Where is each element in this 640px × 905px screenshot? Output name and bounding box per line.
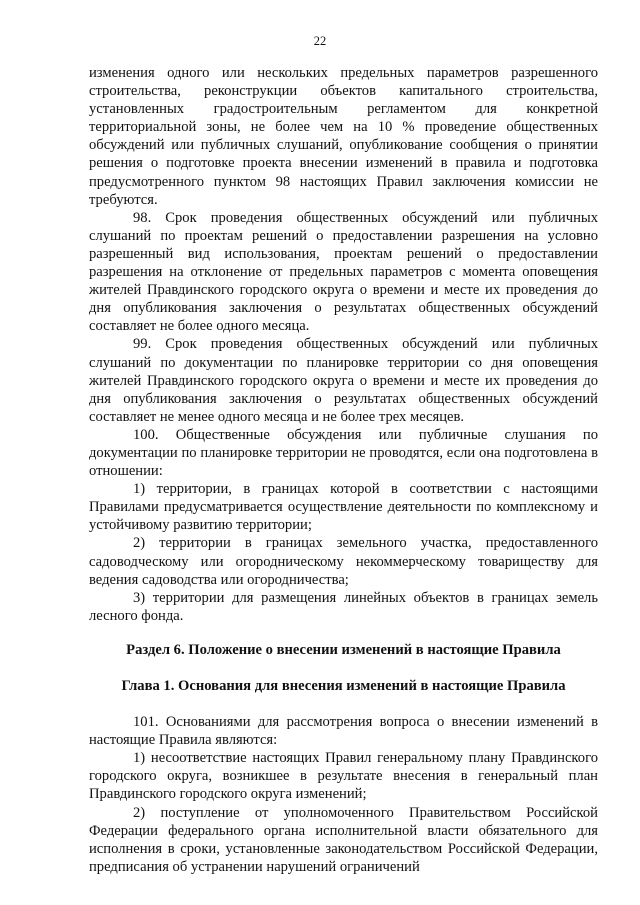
- section-heading: Раздел 6. Положение о внесении изменений в настоящие Правила: [126, 641, 561, 658]
- paragraph-100-item-3: 3) территории для размещения линейных объектов в границах земель лесного фонда.: [89, 589, 598, 624]
- paragraph-101: 101. Основаниями для рассмотрения вопроса о внесении изменений в настоящие Правила являются:: [89, 714, 598, 749]
- paragraph-101-item-2: 2) поступление от уполномоченного Правительством Российской Федерации федерального органа исполнительной власти обязательного для исполнения в сроки, установленные законодательством Российской Федерации, предписания об устранении нарушений ограничений: [89, 804, 598, 875]
- paragraph-100-item-1: 1) территории, в границах которой в соответствии с настоящими Правилами предусматривается осуществление деятельности по комплексному и устойчивому развитию территории;: [89, 481, 598, 534]
- paragraph-100: 100. Общественные обсуждения или публичные слушания по документации по планировке территории не проводятся, если она подготовлена в отношении:: [89, 426, 598, 480]
- paragraph-101-item-1: 1) несоответствие настоящих Правил генеральному плану Правдинского городского округа, возникшее в результате внесения в генеральный план Правдинского городского округа изменений;: [89, 750, 598, 803]
- chapter-heading: Глава 1. Основания для внесения изменений в настоящие Правила: [121, 678, 566, 694]
- document-body: [89, 64, 598, 876]
- paragraph-99: 99. Срок проведения общественных обсуждений или публичных слушаний по документации по планировке территории со дня оповещения жителей Правдинского городского округа о времени и месте их проведения до дня опубликования заключения о результатах общественных обсуждений составляет не менее одного месяца и не более трех месяцев.: [89, 336, 598, 425]
- paragraph-100-item-2: 2) территории в границах земельного участка, предоставленного садоводческому или огородническому некоммерческому товариществу для ведения садоводства или огородничества;: [89, 535, 598, 588]
- page-number: 22: [313, 34, 327, 48]
- paragraph-98: 98. Срок проведения общественных обсуждений или публичных слушаний по проектам решений о предоставлении разрешения на условно разрешенный вид использования, проектам решений о предоставлении разрешения на отклонение от предельных параметров с момента оповещения жителей Правдинского городского округа о времени и месте их проведения до дня опубликования заключения о результатах общественных обсуждений составляет не более одного месяца.: [89, 209, 598, 335]
- paragraph-intro-continuation: изменения одного или нескольких предельных параметров разрешенного строительства, реконструкции объектов капитального строительства, установленных градостроительным регламентом для конкретной территориальной зоны, не более чем на 10 % проведение общественных обсуждений или публичных слушаний, опубликование сообщения о принятии решения о подготовке проекта внесении изменений в правила и подготовка предусмотренного пунктом 98 настоящих Правил заключения комиссии не требуются.: [89, 65, 598, 208]
